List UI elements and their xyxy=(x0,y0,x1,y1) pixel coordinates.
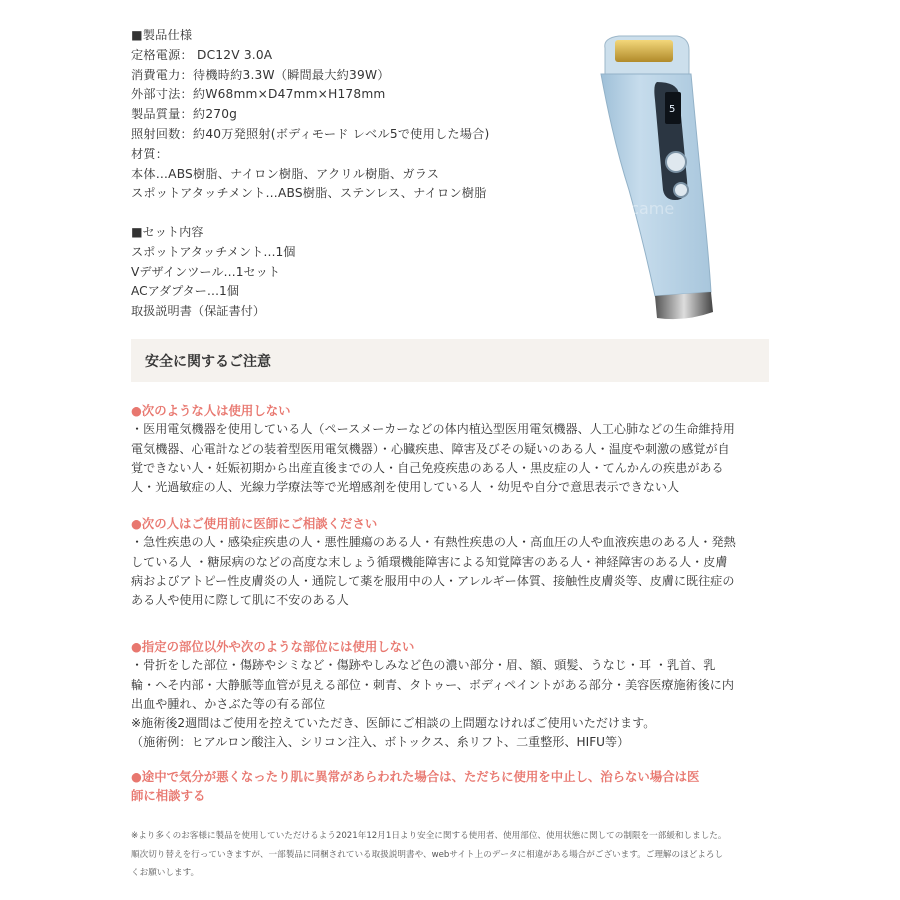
set-contents xyxy=(131,223,295,322)
spec-line: 本体…ABS樹脂、ナイロン樹脂、アクリル樹脂、ガラス xyxy=(131,166,440,181)
safety-section-stop-use xyxy=(131,767,771,806)
photofacial-device-illustration xyxy=(585,30,755,330)
spec-line: 外部寸法：約W68mm×D47mm×H178mm xyxy=(131,87,386,102)
heading-line: ●途中で気分が悪くなったり肌に異常があらわれた場合は、ただちに使用を中止し、治らない場合は医 xyxy=(131,769,700,784)
safety-title: 安全に関するご注意 xyxy=(145,354,271,370)
section-heading: ●次の人はご使用前に医師にご相談ください xyxy=(131,516,378,531)
spec-line: 照射回数：約40万発照射(ボディモード レベル5で使用した場合) xyxy=(131,126,490,141)
spec-line: 消費電力：待機時約3.3W（瞬間最大約39W） xyxy=(131,67,390,82)
section-heading: ●指定の部位以外や次のような部位には使用しない xyxy=(131,639,415,654)
set-heading: ■セット内容 xyxy=(131,225,204,239)
product-image xyxy=(585,30,755,330)
section-line: 出血や腫れ、かさぶた等の有る部位 xyxy=(131,696,326,711)
spec-line: 材質： xyxy=(131,146,169,161)
footnote xyxy=(131,827,776,883)
specs-heading: ■製品仕様 xyxy=(131,28,193,42)
set-item: スポットアタッチメント…1個 xyxy=(131,244,296,259)
power-button-icon xyxy=(666,152,686,172)
spec-line: 定格電源： DC12V 3.0A xyxy=(131,47,273,62)
product-specs xyxy=(131,26,489,204)
section-heading xyxy=(131,767,771,806)
section-line: 輪・へそ内部・大静脈等血管が見える部位・刺青、タトゥー、ボディペイントがある部分・美容医療施術後に内 xyxy=(131,677,734,692)
watermark-text: matsucame xyxy=(585,199,675,218)
set-item: ACアダプター…1個 xyxy=(131,284,239,299)
section-line: ・骨折をした部位・傷跡やシミなど・傷跡やしみなど色の濃い部分・眉、額、頭髪、うなじ・耳 ・乳首、乳 xyxy=(131,658,716,673)
footnote-line: ※より多くのお客様に製品を使用していただけるよう2021年12月1日より安全に関する使用者、使用部位、使用状態に関しての制限を一部緩和しました。 xyxy=(131,831,727,841)
section-line: 電気機器、心電計などの装着型医用電気機器）・心臓疾患、障害及びその疑いのある人・温度や刺激の感覚が自 xyxy=(131,441,730,456)
section-heading: ●次のような人は使用しない xyxy=(131,403,291,418)
safety-header xyxy=(131,339,769,382)
mode-button-icon xyxy=(674,183,688,197)
metal-base xyxy=(655,292,713,319)
section-line: ※施術後2週間はご使用を控えていただき、医師にご相談の上問題なければご使用いただけます。 xyxy=(131,716,656,731)
lamp-window xyxy=(615,40,673,62)
section-line: （施術例：ヒアルロン酸注入、シリコン注入、ボトックス、糸リフト、二重整形、HIFU等） xyxy=(131,735,630,750)
footnote-line: 順次切り替えを行っていきますが、一部製品に同梱されている取扱説明書や、webサイト上のデータに相違がある場合がございます。ご理解のほどよろし xyxy=(131,849,724,860)
spec-line: スポットアタッチメント…ABS樹脂、ステンレス、ナイロン樹脂 xyxy=(131,186,487,201)
set-item: Vデザインツール…1セット xyxy=(131,264,281,279)
set-item: 取扱説明書（保証書付） xyxy=(131,304,266,319)
section-body xyxy=(131,656,771,752)
section-line: ある人や使用に際して肌に不安のある人 xyxy=(131,593,349,608)
section-line: 覚できない人・妊娠初期から出産直後までの人・自己免疫疾患のある人・黒皮症の人・てんかんの疾患がある xyxy=(131,460,724,475)
section-line: ・医用電気機器を使用している人（ペースメーカーなどの体内植込型医用電気機器、人工心肺などの生命維持用 xyxy=(131,422,735,437)
safety-section-do-not-use xyxy=(131,401,771,497)
section-line: 人・光過敏症の人、光線力学療法等で光増感剤を使用している人 ・幼児や自分で意思表示できない人 xyxy=(131,480,680,495)
footnote-line: くお願いします。 xyxy=(131,868,200,878)
safety-section-consult-doctor xyxy=(131,514,771,610)
heading-line: 師に相談する xyxy=(131,788,206,804)
section-body xyxy=(131,420,771,497)
safety-section-body-parts xyxy=(131,637,771,753)
section-line: 病およびアトピー性皮膚炎の人・通院して薬を服用中の人・アレルギー体質、接触性皮膚炎等、皮膚に既往症の xyxy=(131,573,735,588)
section-line: している人 ・糖尿病のなどの高度な末しょう循環機能障害による知覚障害のある人・神経障害のある人・皮膚 xyxy=(131,554,728,569)
svg-text:5: 5 xyxy=(669,104,676,115)
section-line: ・急性疾患の人・感染症疾患の人・悪性腫瘍のある人・有熱性疾患の人・高血圧の人や血液疾患のある人・発熱 xyxy=(131,535,736,550)
section-body xyxy=(131,533,771,610)
spec-line: 製品質量：約270g xyxy=(131,107,238,122)
